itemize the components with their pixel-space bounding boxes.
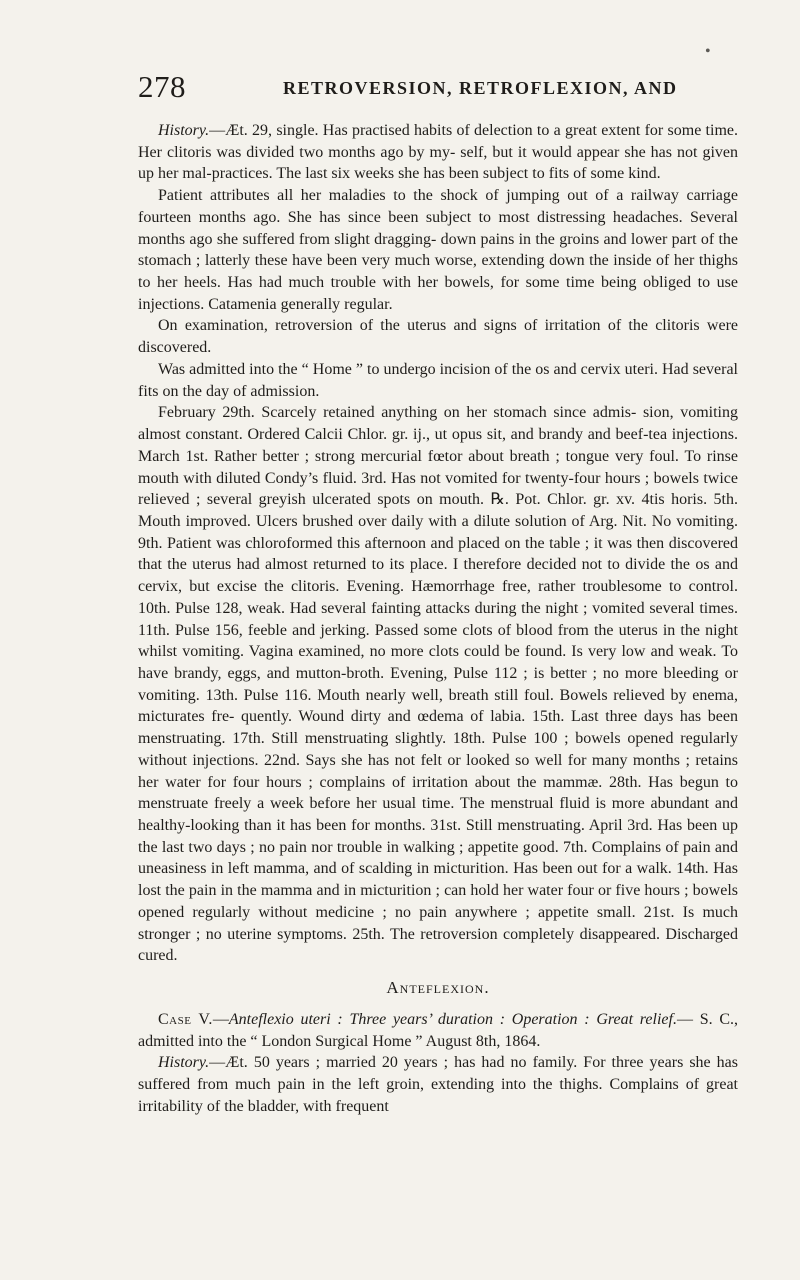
history-lead: History. [158, 1054, 210, 1072]
section-title: Anteflexion. [386, 978, 490, 998]
history-text: —Æt. 50 years ; married 20 years ; has had no family. For three years she has suffered from much pain in the left groin, extending into the thighs. Complains of great irritability of the bladder, with frequent [138, 1054, 738, 1115]
case-title: Anteflexio uteri : Three years’ duration : Operation : Great relief. [228, 1011, 677, 1029]
paragraph-admission [138, 359, 738, 402]
case-heading [138, 1009, 738, 1052]
paragraph-progress [138, 402, 738, 967]
history-text: —Æt. 29, single. Has practised habits of delection to a great extent for some time. Her clitoris was divided two months ago by my- self, but it would appear she has not given up her mal-practices. The last six weeks she has been subject to fits of some kind. [138, 122, 738, 183]
page-number: 278 [138, 69, 186, 104]
paragraph-text: February 29th. Scarcely retained anything on her stomach since admis- sion, vomiting almost constant. Ordered Calcii Chlor. gr. ij., ut opus sit, and brandy and beef-tea injections. March 1st. Rather better ; strong mercurial fœtor about breath ; tongue very foul. To rinse mouth with diluted Condy’s fluid. 3rd. Has not vomited for twenty-four hours ; bowels twice relieved ; several greyish ulcerated spots on mouth. ℞. Pot. Chlor. gr. xv. 4tis horis. 5th. Mouth improved. Ulcers brushed over daily with a dilute solution of Arg. Nit. No vomiting. 9th. Patient was chloroformed this afternoon and placed on the table ; it was then discovered that the uterus had almost returned to its place. I therefore decided not to divide the os and cervix, but excise the clitoris. Evening. Hæmorrhage free, rather troublesome to control. 10th. Pulse 128, weak. Had several fainting attacks during the night ; vomited several times. 11th. Pulse 156, feeble and jerking. Passed some clots of blood from the uterus in the night whilst vomiting. Vagina examined, no more clots could be found. Is very low and weak. To have brandy, eggs, and mutton-broth. Evening, Pulse 112 ; is better ; no more bleeding or vomiting. 13th. Pulse 116. Mouth nearly well, breath still foul. Bowels relieved by enema, micturates fre- quently. Wound dirty and œdema of labia. 15th. Last three days has been menstruating. 17th. Still menstruating slightly. 18th. Pulse 100 ; bowels opened regularly without injections. 22nd. Says she has not felt or looked so well for many months ; retains her water for four hours ; complains of irritation about the mammæ. 28th. Has begun to menstruate freely a week before her usual time. The menstrual fluid is more abundant and healthy-looking than it has been for months. 31st. Still menstruating. April 3rd. Has been up the last two days ; no pain nor trouble in walking ; appetite good. 7th. Complains of pain and uneasiness in left mamma, and of scalding in micturition. Has been out for a walk. 14th. Has lost the pain in the mamma and in micturition ; can hold her water four or five hours ; bowels opened regularly without medicine ; no pain anywhere ; appetite small. 21st. Is much stronger ; no uterine symptoms. 25th. The retroversion completely disappeared. Discharged cured. [138, 404, 738, 965]
page-header [138, 70, 738, 110]
paragraph-text: On examination, retroversion of the uterus and signs of irritation of the clitoris were discovered. [138, 317, 738, 357]
paragraph-history-case-v [138, 1052, 738, 1117]
paragraph-text: Was admitted into the “ Home ” to undergo incision of the os and cervix uteri. Had several fits on the day of admission. [138, 360, 738, 400]
main-text [138, 120, 738, 1118]
case-dash: — [212, 1011, 229, 1029]
running-title: RETROVERSION, RETROFLEXION, AND [283, 78, 678, 98]
paragraph-history [138, 120, 738, 185]
stray-mark: • [705, 43, 711, 60]
history-lead: History. [158, 122, 210, 139]
case-number: Case V. [158, 1011, 213, 1029]
paragraph-cause [138, 185, 738, 315]
paragraph-text: Patient attributes all her maladies to the shock of jumping out of a railway carriage fourteen months ago. She has since been subject to most distressing headaches. Several months ago she suffered from slight dragging- down pains in the groins and lower part of the stomach ; latterly these have been very much worse, extending down the inside of her thighs to her heels. Has had much trouble with her bowels, for some time being obliged to use injections. Catamenia generally regular. [138, 187, 738, 313]
paragraph-examination [138, 315, 738, 358]
case-text: — S. C., admitted into the “ London Surgical Home ” August 8th, 1864. [138, 1011, 738, 1050]
